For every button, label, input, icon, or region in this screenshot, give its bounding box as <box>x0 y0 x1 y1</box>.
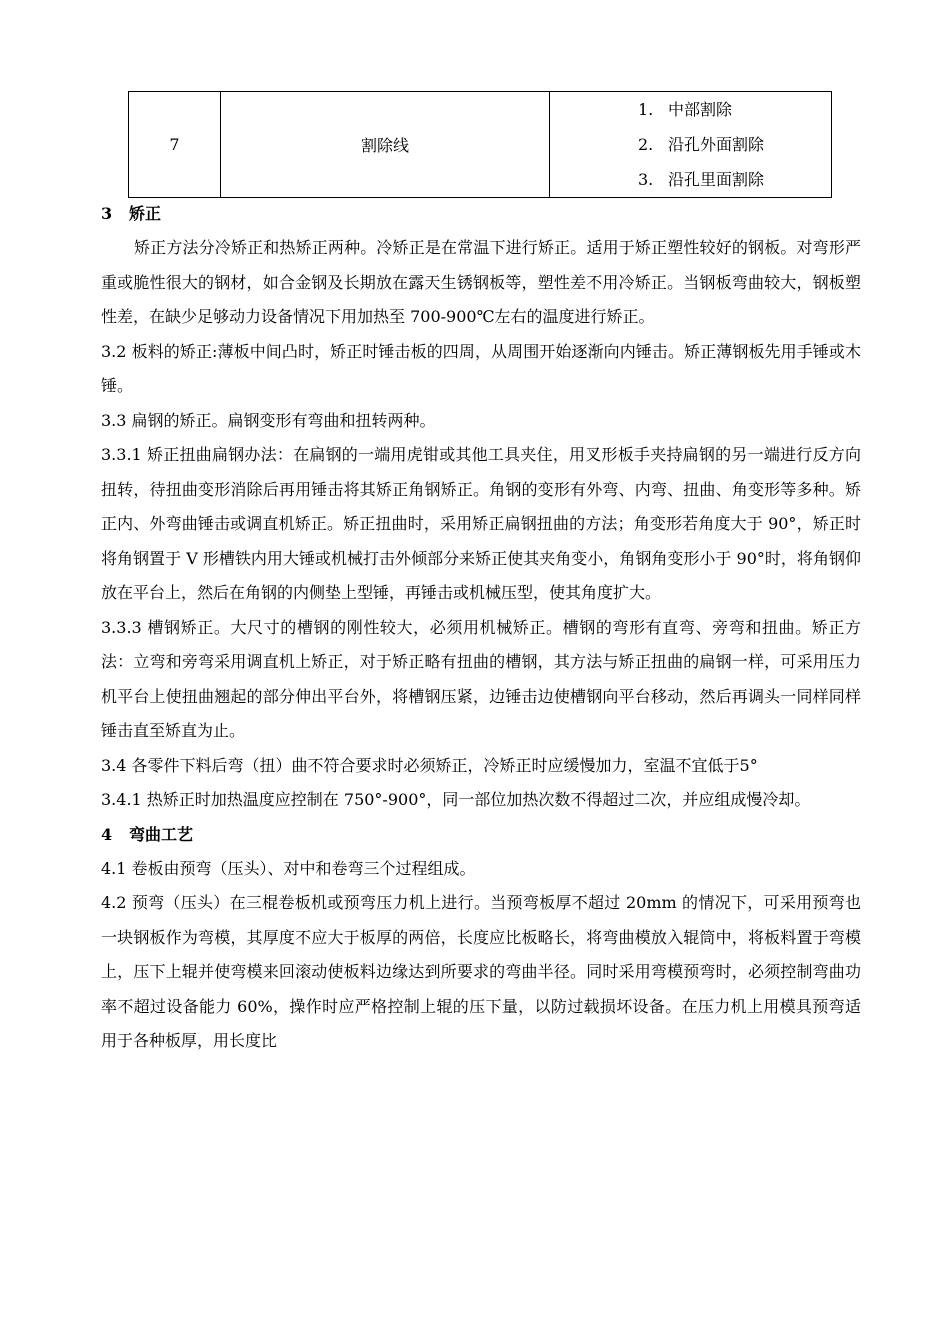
paragraph-3-2: 3.2 板料的矫正:薄板中间凸时，矫正时锤击板的四周，从周围开始逐渐向内锤击。矫正薄钢板先用手锤或木锤。 <box>101 341 861 395</box>
table-row <box>129 92 832 198</box>
row-options-cell <box>550 92 832 198</box>
list-item: 3. 沿孔里面割除 <box>638 170 765 189</box>
paragraph-4-1: 4.1 卷板由预弯（压头）、对中和卷弯三个过程组成。 <box>101 858 476 878</box>
paragraph-4-2: 4.2 预弯（压头）在三棍卷板机或预弯压力机上进行。当预弯板厚不超过 20mm 的情况下，可采用预弯也一块钢板作为弯模，其厚度不应大于板厚的两倍，长度应比板略长，将弯曲模放入辊筒中，将板料置于弯模上，压下上辊并使弯模来回滚动使板料边缘达到所要求的弯曲半径。同时采用弯模预弯时，必须控制弯曲功率不超过设备能力 60%，操作时应严格控制上辊的压下量，以防过载损坏设备。在压力机上用模具预弯适用于各种板厚，用长度比 <box>101 893 861 1050</box>
list-item: 2. 沿孔外面割除 <box>638 135 765 154</box>
paragraph-3-3-1: 3.3.1 矫正扭曲扁钢办法：在扁钢的一端用虎钳或其他工具夹住，用叉形板手夹持扁钢的另一端进行反方向扭转，待扭曲变形消除后再用锤击将其矫正角钢矫正。角钢的变形有外弯、内弯、扭曲、角变形等多种。矫正内、外弯曲锤击或调直机矫正。矫正扭曲时，采用矫正扁钢扭曲的方法；角变形若角度大于 90°，矫正时将角钢置于 V 形槽铁内用大锤或机械打击外倾部分来矫正使其夹角变小，角钢角变形小于 90°时，将角钢仰放在平台上，然后在角钢的内侧垫上型锤，再锤击或机械压型，使其角度扩大。 <box>101 445 861 602</box>
section-3-intro: 矫正方法分冷矫正和热矫正两种。冷矫正是在常温下进行矫正。适用于矫正塑性较好的钢板。对弯形严重或脆性很大的钢材，如合金钢及长期放在露天生锈钢板等，塑性差不用冷矫正。当钢板弯曲较大，钢板塑性差，在缺少足够动力设备情况下用加热至 700-900℃左右的温度进行矫正。 <box>101 238 861 326</box>
section-4-heading: 4 弯曲工艺 <box>101 824 194 844</box>
row-name-cell: 割除线 <box>221 92 550 198</box>
paragraph-3-3-3: 3.3.3 槽钢矫正。大尺寸的槽钢的刚性较大，必须用机械矫正。槽钢的弯形有直弯、旁弯和扭曲。矫正方法：立弯和旁弯采用调直机上矫正，对于矫正略有扭曲的槽钢，其方法与矫正扭曲的扁钢一样，可采用压力机平台上使扭曲翘起的部分伸出平台外，将槽钢压紧，边锤击边使槽钢向平台移动，然后再调头一同样同样锤击直至矫直为止。 <box>101 617 861 740</box>
paragraph-3-4: 3.4 各零件下料后弯（扭）曲不符合要求时必须矫正，冷矫正时应缓慢加力，室温不宜低于5° <box>101 755 758 775</box>
paragraph-3-3: 3.3 扁钢的矫正。扁钢变形有弯曲和扭转两种。 <box>101 410 436 430</box>
section-3-heading: 3 矫正 <box>101 204 162 223</box>
document-body <box>101 197 861 1059</box>
cutting-line-table <box>128 91 832 198</box>
paragraph-3-4-1: 3.4.1 热矫正时加热温度应控制在 750°-900°，同一部位加热次数不得超过二次，并应组成慢冷却。 <box>101 790 811 809</box>
row-index-cell: 7 <box>129 92 221 198</box>
list-item: 1. 中部割除 <box>638 100 733 119</box>
